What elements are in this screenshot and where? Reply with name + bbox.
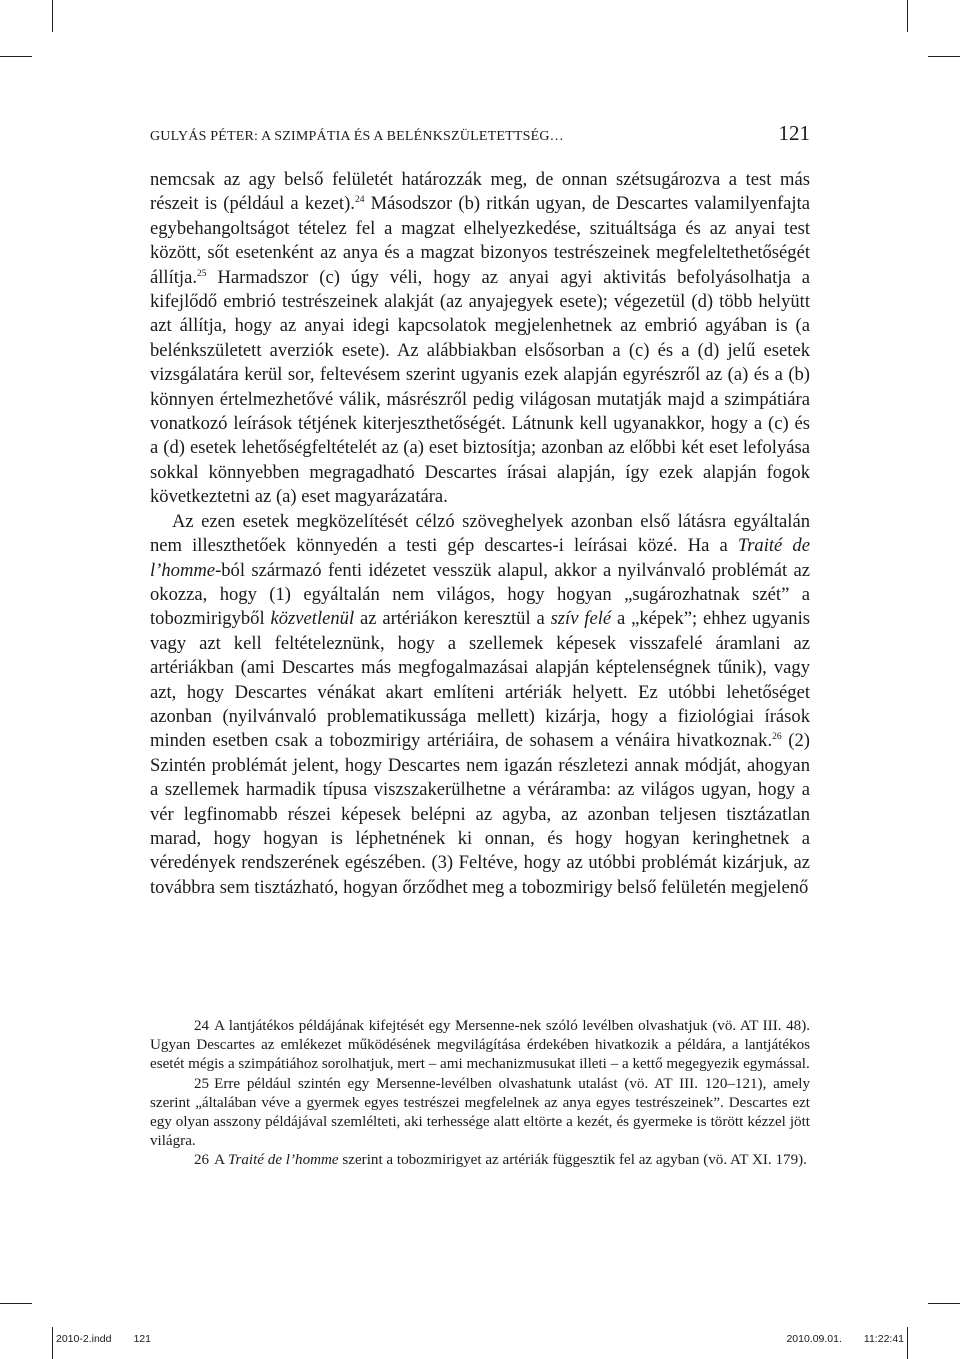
p2-italic-kozvetlenul: közvetlenül (270, 608, 355, 630)
p2-text-a: Az ezen esetek megközelítését célzó szöveghelyek azonban első látásra egyáltalán nem illeszthetőek könnyedén a testi gép descartes-i leírásai közé. Ha a (150, 510, 810, 557)
paragraph-2 (150, 510, 810, 901)
footnote-text: A lantjátékos példájának kifejtését egy Mersenne-nek szóló levélben olvashatjuk (vö. AT III. 48). Ugyan Descartes az emlékezet működésének megvilágítása érdekében hivatkozik a példára, a lantjátékos esetét mégis a szimpátiához sorolhatjuk, mert – ami mechanizmusukat illeti – a kettő megegyezik egymással. (150, 1018, 810, 1073)
print-slug (56, 1333, 904, 1345)
p2-text-c: az artériákon keresztül a (354, 608, 551, 630)
footnote-ref-25: 25 (196, 268, 207, 279)
footnote-number: 25 (194, 1075, 210, 1092)
slug-page: 121 (133, 1333, 151, 1345)
footnote-26 (150, 1151, 810, 1170)
footnote-25 (150, 1075, 810, 1152)
p1-text-a: nemcsak az agy belső felületét határozzák meg, de onnan szétsugározva a test más részeit is (például a kezet). (150, 169, 810, 215)
footnote-text: Erre például szintén egy Mersenne-levélben olvashatunk utalást (vö. AT III. 120–121), amely szerint „általában véve a gyermek egyes testrészei megfelelnek az anya egyes testrészeinek”. Descartes ezt egy olyan asszony példájával szemlélteti, aki terhessége alatt eltörte a kezét, és gyermeke is törött kézzel jött világra. (150, 1075, 810, 1150)
p2-text-e: (2) Szintén problémát jelent, hogy Descartes nem igazán részletezi annak módját, ahogyan a szellemek harmadik típusa viszszakerülhetne a véráramba: az világos ugyan, hogy a vér legfinomabb részei képesek belépni az agyba, az azonban teljesen tisztázatlan marad, hogy hogyan is léphetnének ki onnan, és hogy hogyan keringhetnek a véredények rendszerének egészében. (3) Feltéve, hogy az utóbbi problémát kizárjuk, az továbbra sem tisztázható, hogyan őrződhet meg a tobozmirigy belső felületén megjelenő (150, 730, 810, 898)
crop-mark-left-bottom (0, 1303, 32, 1304)
running-title: GULYÁS PÉTER: A SZIMPÁTIA ÉS A BELÉNKSZÜLETETTSÉG… (150, 129, 564, 144)
slug-timestamp (786, 1333, 904, 1345)
footnote-text-b: szerint a tobozmirigyet az artériák függesztik fel az agyban (vö. AT XI. 179). (338, 1152, 807, 1169)
running-head (150, 121, 810, 149)
p2-text-b: -ból származó fenti idézetet vesszük alapul, akkor a nyilvánvaló problémát az okozza, hogy (1) egyáltalán nem világos, hogy hogyan „sugározhatnak szét” a tobozmirigyből (150, 559, 810, 630)
crop-mark-top-right (907, 0, 908, 32)
p1-text-c: Harmadszor (c) úgy véli, hogy az anyai agyi aktivitás befolyásolhatja a kifejlődő embrió testrészeinek alakját (az anyajegyek esete); végezetül (d) több helyütt azt állítja, hogy az anyai idegi kapcsolatok megjelenhetnek az embrió agyában is (a belénkszületett averziók esete). Az alábbiakban elsősorban a (c) és a (d) jelű esetek vizsgálatára kerül sor, feltevésem szerint ugyanis ezek alapján egyrészről az (a) és a (b) könnyen értelmezhetővé válik, másrészről pedig világosan mutatják majd a szimpátiára vonatkozó leírások tétjének kiterjeszthetőségét. Látnunk kell ugyanakkor, hogy a (c) és a (d) esetek lehetőségfeltételét az (a) eset biztosítja; azonban az előbbi két eset lefolyása sokkal könnyebben megragadható Descartes írásai alapján, így ezek alapján fogok következtetni az (a) eset magyarázatára. (150, 266, 810, 508)
crop-mark-top-left (52, 0, 53, 32)
footnote-italic-title: Traité de l’homme (227, 1152, 339, 1169)
paragraph-1 (150, 168, 810, 510)
crop-mark-left-top (0, 56, 32, 57)
p1-text-b: Másodszor (b) ritkán ugyan, de Descartes valamilyenfajta egybehangoltságot tételez fel a magzat elhelyezkedése, szituáltsága és az anyai test között, sőt esetenként az anya és a magzat bizonyos testrészeinek megfeleltethetőségét állítja. (150, 193, 810, 288)
page-number: 121 (778, 121, 810, 145)
crop-mark-bottom-left (52, 1327, 53, 1359)
footnotes (150, 1017, 810, 1171)
footnote-ref-24: 24 (354, 195, 365, 206)
p2-text-d: a „képek”; ehhez ugyanis vagy azt kell feltételeznünk, hogy a szellemek képesek visszafelé áramlani az artériákban (ami Descartes más megfogalmazásai alapján képtelenségnek tűnik), vagy azt, hogy Descartes vénákat akart említeni artériák helyett. Ez utóbbi lehetőséget azonban (nyilvánvaló problematikussága mellett) kizárja, hogy a fiziológiai írások minden esetben csak a tobozmirigy artériáira, de sohasem a vénáira hivatkoznak. (150, 608, 810, 752)
slug-file-info (56, 1333, 151, 1345)
slug-filename: 2010-2.indd (56, 1333, 112, 1345)
p2-italic-title: Traité de l’homme (150, 535, 810, 581)
crop-mark-right-top (928, 56, 960, 57)
footnote-24 (150, 1017, 810, 1075)
slug-date: 2010.09.01. (786, 1333, 842, 1345)
main-text (150, 168, 810, 900)
footnote-ref-26: 26 (772, 732, 782, 743)
crop-mark-bottom-right (907, 1327, 908, 1359)
footnote-number: 24 (194, 1018, 210, 1034)
crop-mark-right-bottom (928, 1303, 960, 1304)
footnote-number: 26 (194, 1152, 210, 1169)
slug-time: 11:22:41 (863, 1333, 904, 1345)
footnote-text-a: A (214, 1152, 228, 1169)
p2-italic-sziv-fele: szív felé (550, 608, 612, 630)
